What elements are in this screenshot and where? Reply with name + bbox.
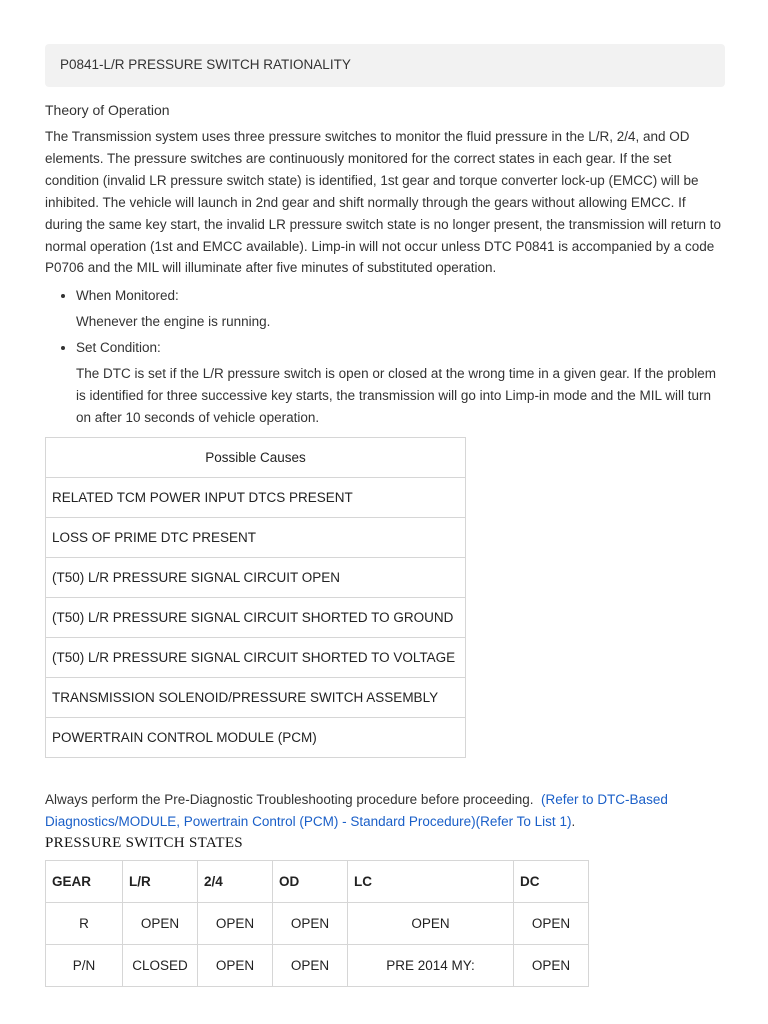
refer-list-link[interactable]: (Refer To List 1) [475,813,572,829]
condition-list [45,285,725,429]
header-lr: L/R [123,860,198,902]
cell: P/N [46,944,123,986]
theory-heading: Theory of Operation [45,102,170,118]
header-24: 2/4 [198,860,273,902]
table-row: (T50) L/R PRESSURE SIGNAL CIRCUIT OPEN [46,557,466,597]
possible-causes-table [45,437,466,758]
states-title: PRESSURE SWITCH STATES [45,834,243,851]
refer-dtc-link[interactable]: (Refer to DTC-Based Diagnostics/MODULE, Powertrain Control (PCM) - Standard Procedure) [45,791,668,829]
when-monitored-label: • When Monitored: [76,288,179,304]
header-dc: DC [514,860,589,902]
list-item [76,337,725,429]
note-text: Always perform the Pre-Diagnostic Troubleshooting procedure before proceeding. [45,791,534,807]
list-item [76,285,725,333]
table-row [46,944,589,986]
page-title: P0841-L/R PRESSURE SWITCH RATIONALITY [45,44,725,87]
cell: OPEN [273,944,348,986]
document [45,44,725,987]
table-row: (T50) L/R PRESSURE SIGNAL CIRCUIT SHORTED TO GROUND [46,597,466,637]
pressure-switch-states-table [45,860,589,987]
cell: OPEN [273,902,348,944]
set-condition-text: The DTC is set if the L/R pressure switch is open or closed at the wrong time in a given gear. If the problem is identified for three successive key starts, the transmission will go into Limp-in mode and the MIL will turn on after 10 seconds of vehicle operation. [76,366,717,426]
table-row: TRANSMISSION SOLENOID/PRESSURE SWITCH ASSEMBLY [46,677,466,717]
header-gear: GEAR [46,860,123,902]
cell: OPEN [514,944,589,986]
theory-paragraph: The Transmission system uses three pressure switches to monitor the fluid pressure in the L/R, 2/4, and OD elements. The pressure switches are continuously monitored for the correct states in each gear. If the set condition (invalid LR pressure switch state) is identified, 1st gear and torque converter lock-up (EMCC) will be inhibited. The vehicle will launch in 2nd gear and shift normally through the gears without allowing EMCC. If during the same key start, the invalid LR pressure switch state is no longer present, the transmission will return to normal operation (1st and EMCC available). Limp-in will not occur unless DTC P0841 is accompanied by a code P0706 and the MIL will illuminate after five minutes of substituted operation. [45,129,722,276]
table-row: (T50) L/R PRESSURE SIGNAL CIRCUIT SHORTED TO VOLTAGE [46,637,466,677]
causes-header: Possible Causes [46,437,466,477]
table-header-row [46,860,589,902]
header-od: OD [273,860,348,902]
table-row [46,902,589,944]
cell: OPEN [123,902,198,944]
note-end: . [571,813,576,829]
cell: PRE 2014 MY: [348,944,514,986]
table-row: RELATED TCM POWER INPUT DTCS PRESENT [46,477,466,517]
cell: OPEN [198,944,273,986]
pre-diagnostic-note [45,789,725,833]
cell: OPEN [198,902,273,944]
when-monitored-text: Whenever the engine is running. [76,314,271,330]
set-condition-label: • Set Condition: [76,340,161,356]
cell: R [46,902,123,944]
cell: OPEN [348,902,514,944]
table-row: LOSS OF PRIME DTC PRESENT [46,517,466,557]
cell: CLOSED [123,944,198,986]
cell: OPEN [514,902,589,944]
table-row: POWERTRAIN CONTROL MODULE (PCM) [46,717,466,757]
header-lc: LC [348,860,514,902]
